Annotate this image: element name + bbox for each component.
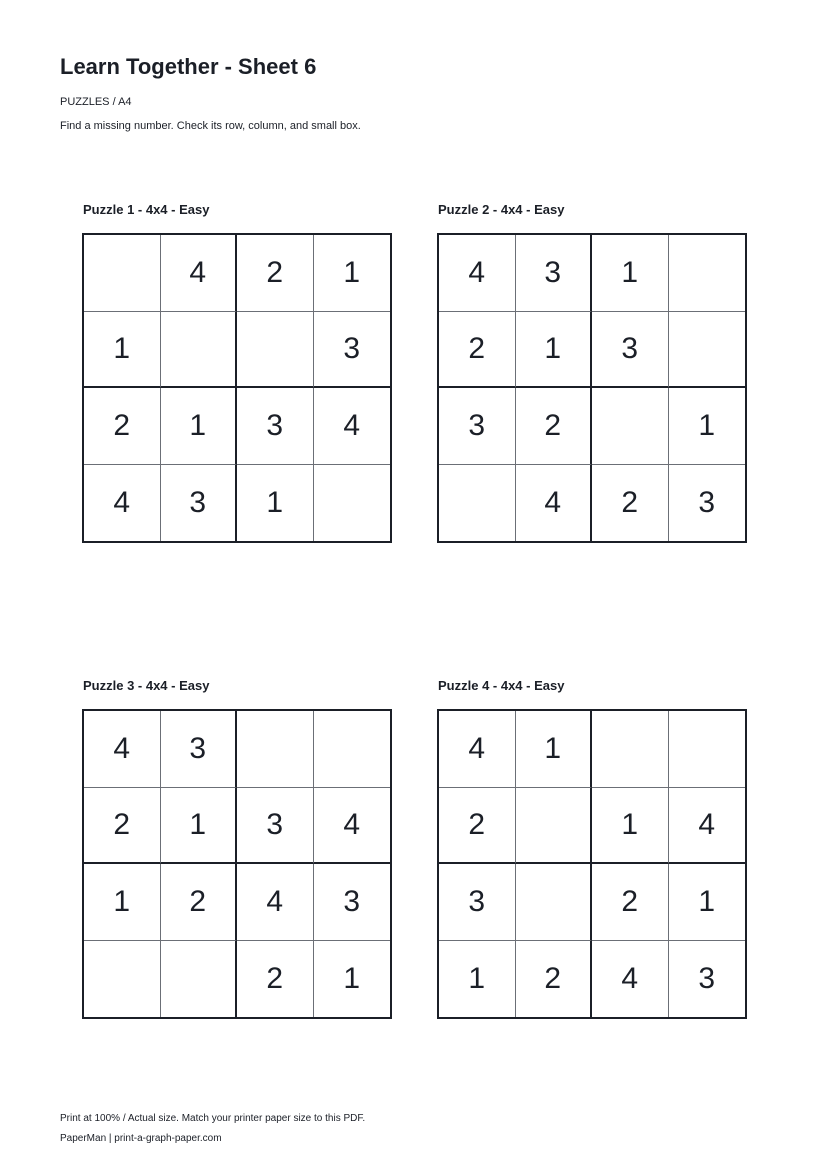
grid-cell bbox=[314, 711, 391, 788]
puzzle-label: Puzzle 2 - 4x4 - Easy bbox=[438, 202, 565, 217]
grid-cell: 3 bbox=[237, 788, 314, 865]
grid-cell: 1 bbox=[237, 465, 314, 542]
sudoku-grid bbox=[82, 233, 392, 543]
grid-cell bbox=[314, 465, 391, 542]
grid-cell: 1 bbox=[669, 864, 746, 941]
grid-cell: 4 bbox=[592, 941, 669, 1018]
grid-cell: 3 bbox=[314, 864, 391, 941]
brand-footer: PaperMan | print-a-graph-paper.com bbox=[60, 1133, 222, 1144]
puzzle-1 bbox=[82, 202, 392, 543]
puzzle-2 bbox=[437, 202, 747, 543]
grid-cell: 2 bbox=[237, 235, 314, 312]
grid-cell: 3 bbox=[698, 961, 716, 995]
grid-cell: 4 bbox=[237, 864, 314, 941]
grid-cell bbox=[669, 235, 746, 312]
grid-cell: 4 bbox=[439, 711, 516, 788]
grid-cell bbox=[669, 312, 746, 389]
grid-cell: 1 bbox=[669, 388, 746, 465]
grid-cell: 1 bbox=[516, 312, 593, 389]
grid-cell bbox=[84, 235, 161, 312]
grid-cell: 3 bbox=[161, 711, 238, 788]
grid-cell: 3 bbox=[439, 388, 516, 465]
grid-cell: 2 bbox=[439, 788, 516, 865]
grid-cell: 1 bbox=[314, 235, 391, 312]
puzzle-4 bbox=[437, 678, 747, 1019]
sudoku-grid bbox=[437, 709, 747, 1019]
grid-cell bbox=[237, 711, 314, 788]
grid-cell: 2 bbox=[439, 312, 516, 389]
grid-cell: 4 bbox=[669, 788, 746, 865]
grid-cell bbox=[516, 788, 593, 865]
grid-cell: 3 bbox=[698, 485, 716, 519]
grid-cell: 3 bbox=[161, 465, 238, 542]
grid-cell bbox=[592, 388, 669, 465]
grid-cell: 1 bbox=[161, 788, 238, 865]
grid-cell bbox=[669, 711, 746, 788]
page-subtitle: PUZZLES / A4 bbox=[60, 96, 132, 108]
grid-cell: 4 bbox=[516, 465, 593, 542]
grid-cell: 2 bbox=[84, 388, 161, 465]
grid-cell bbox=[161, 312, 238, 389]
grid-cell: 2 bbox=[516, 388, 593, 465]
grid-cell: 3 bbox=[592, 312, 669, 389]
grid-cell: 1 bbox=[516, 711, 593, 788]
puzzle-label: Puzzle 3 - 4x4 - Easy bbox=[83, 678, 210, 693]
print-instructions: Print at 100% / Actual size. Match your printer paper size to this PDF. bbox=[60, 1113, 366, 1124]
grid-cell: 1 bbox=[343, 961, 361, 995]
grid-cell: 4 bbox=[84, 711, 161, 788]
puzzle-label: Puzzle 1 - 4x4 - Easy bbox=[83, 202, 210, 217]
grid-cell: 1 bbox=[84, 312, 161, 389]
grid-cell: 2 bbox=[237, 941, 314, 1018]
grid-cell: 1 bbox=[161, 388, 238, 465]
grid-cell bbox=[84, 941, 161, 1018]
grid-cell bbox=[516, 864, 593, 941]
grid-cell bbox=[592, 711, 669, 788]
grid-cell: 1 bbox=[592, 788, 669, 865]
grid-cell bbox=[439, 465, 516, 542]
grid-cell: 2 bbox=[84, 788, 161, 865]
grid-cell: 4 bbox=[439, 235, 516, 312]
instructions: Find a missing number. Check its row, column, and small box. bbox=[60, 120, 361, 132]
grid-cell: 3 bbox=[439, 864, 516, 941]
grid-cell: 4 bbox=[161, 235, 238, 312]
grid-cell: 4 bbox=[314, 388, 391, 465]
sudoku-grid bbox=[437, 233, 747, 543]
grid-cell: 4 bbox=[84, 465, 161, 542]
puzzle-3 bbox=[82, 678, 392, 1019]
grid-cell: 1 bbox=[84, 864, 161, 941]
sudoku-grid bbox=[82, 709, 392, 1019]
puzzle-label: Puzzle 4 - 4x4 - Easy bbox=[438, 678, 565, 693]
grid-cell: 2 bbox=[516, 941, 593, 1018]
page-title: Learn Together - Sheet 6 bbox=[60, 54, 317, 79]
grid-cell: 1 bbox=[439, 941, 516, 1018]
grid-cell: 3 bbox=[516, 235, 593, 312]
grid-cell: 2 bbox=[592, 864, 669, 941]
grid-cell bbox=[237, 312, 314, 389]
grid-cell: 4 bbox=[314, 788, 391, 865]
grid-cell: 2 bbox=[161, 864, 238, 941]
grid-cell: 1 bbox=[592, 235, 669, 312]
grid-cell: 3 bbox=[237, 388, 314, 465]
grid-cell: 2 bbox=[592, 465, 669, 542]
grid-cell bbox=[161, 941, 238, 1018]
grid-cell: 3 bbox=[314, 312, 391, 389]
